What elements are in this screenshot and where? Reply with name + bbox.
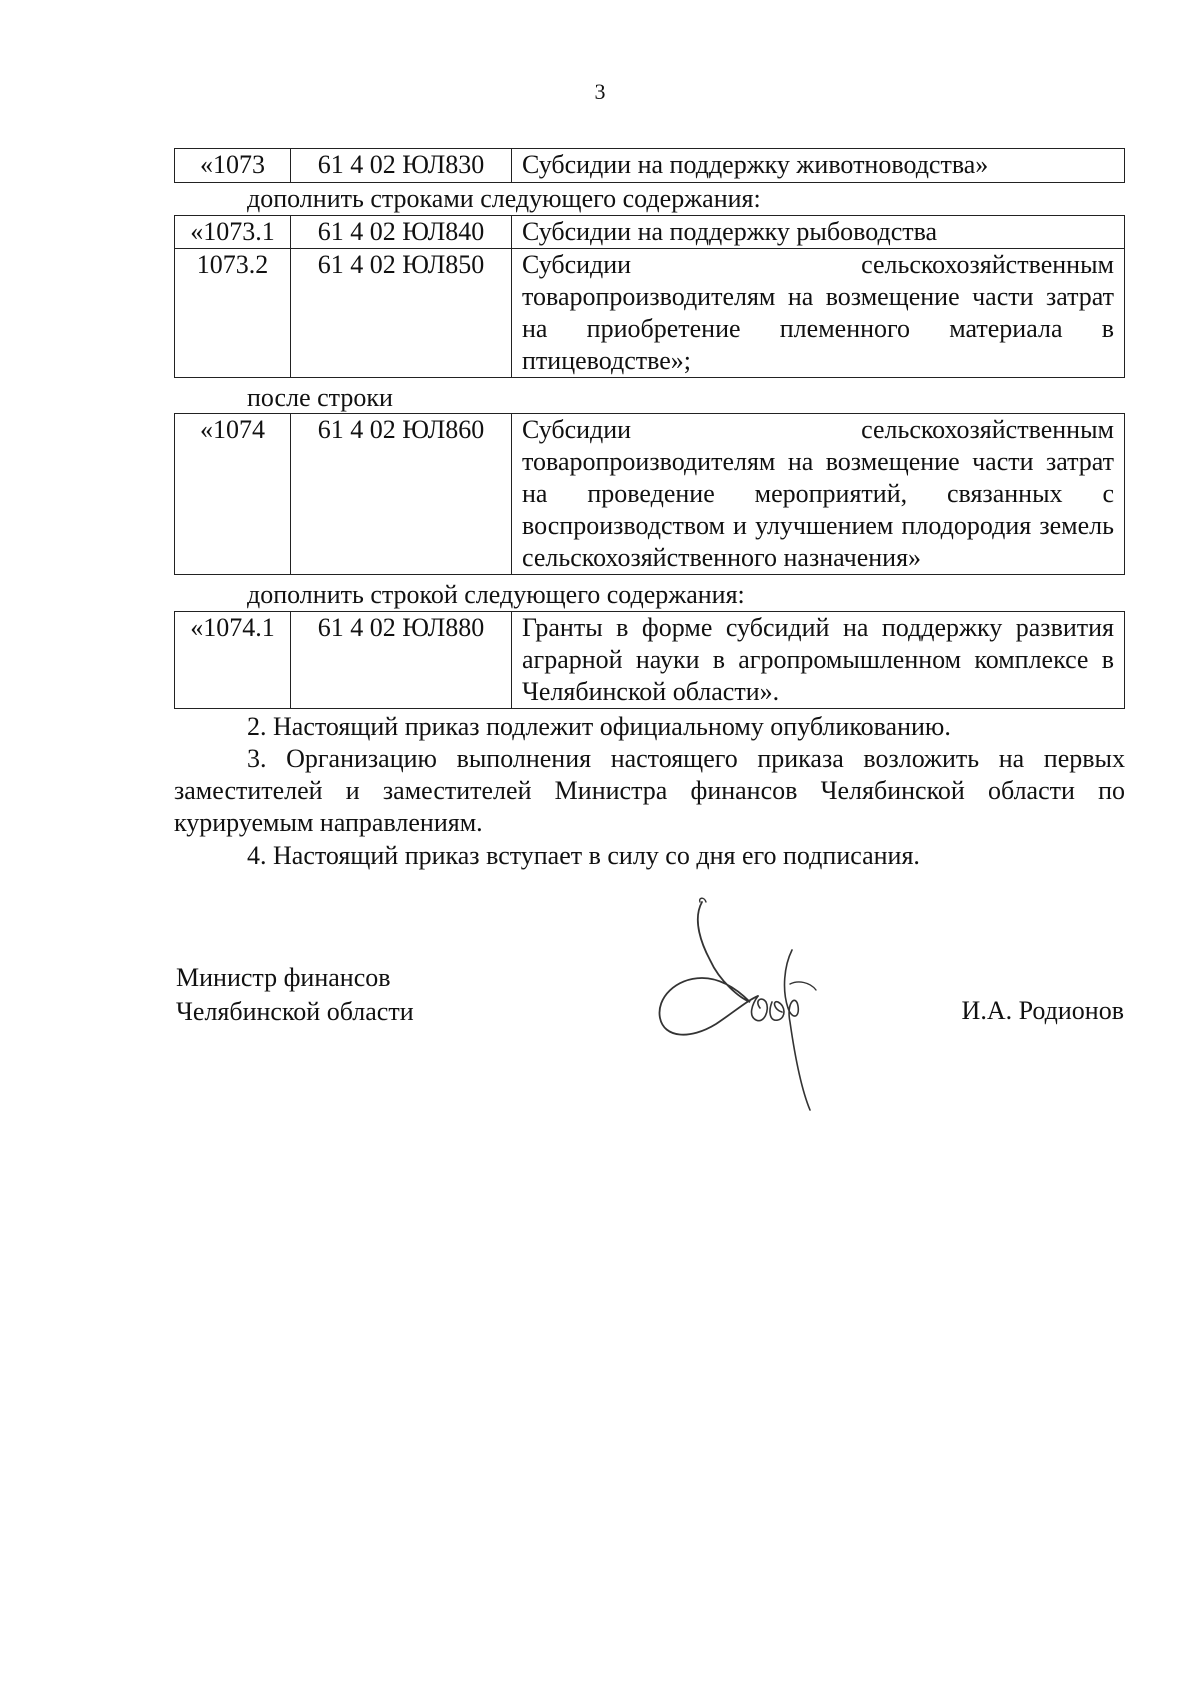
instruction-add-row: дополнить строкой следующего содержания: [247,580,745,609]
row-description [512,414,1125,575]
table-row [175,414,1125,575]
row-code: 61 4 02 ЮЛ830 [291,149,512,183]
signatory-title-line2: Челябинской области [176,997,414,1026]
paragraph-2: 2. Настоящий приказ подлежит официальному опубликованию. [247,712,951,741]
signatory-title [176,961,414,1029]
signatory-name: И.А. Родионов [961,996,1124,1025]
amendment-table-2 [174,215,1125,378]
row-number: «1074.1 [175,612,291,709]
paragraph-3: 3. Организацию выполнения настоящего приказа возложить на первых заместителей и заместителей Министра финансов Челябинской области по курируемым направлениям. [174,744,1125,837]
row-code: 61 4 02 ЮЛ880 [291,612,512,709]
row-number: «1073 [175,149,291,183]
instruction-after-row: после строки [247,383,393,412]
row-code: 61 4 02 ЮЛ860 [291,414,512,575]
description-text: Субсидии сельскохозяйственным товаропроизводителям на возмещение части затрат на проведение мероприятий, связанных с воспроизводством и улучшением плодородия земель сельскохозяйственного назначения» [522,415,1114,572]
description-text: Субсидии на поддержку животноводства» [522,150,989,179]
description-text: Субсидии сельскохозяйственным товаропроизводителям на возмещение части затрат на приобретение племенного материала в птицеводстве»; [522,250,1114,375]
signatory-title-line1: Министр финансов [176,963,391,992]
table-row [175,612,1125,709]
amendment-table-4 [174,611,1125,709]
row-code: 61 4 02 ЮЛ850 [291,249,512,378]
page-number: 3 [594,79,606,104]
row-description [512,612,1125,709]
row-code: 61 4 02 ЮЛ840 [291,216,512,249]
table-row [175,249,1125,378]
description-text: Субсидии на поддержку рыбоводства [522,217,938,246]
table-row [175,149,1125,183]
table-row [175,216,1125,249]
row-number: «1074 [175,414,291,575]
amendment-table-1 [174,148,1125,183]
description-text: Гранты в форме субсидий на поддержку развития аграрной науки в агропромышленном комплексе в Челябинской области». [522,613,1114,706]
handwritten-signature [640,890,840,1120]
row-description [512,149,1125,183]
row-description [512,249,1125,378]
row-number: 1073.2 [175,249,291,378]
instruction-add-rows: дополнить строками следующего содержания: [247,184,761,213]
paragraph-4: 4. Настоящий приказ вступает в силу со дня его подписания. [247,841,920,870]
row-number: «1073.1 [175,216,291,249]
row-description [512,216,1125,249]
amendment-table-3 [174,413,1125,575]
